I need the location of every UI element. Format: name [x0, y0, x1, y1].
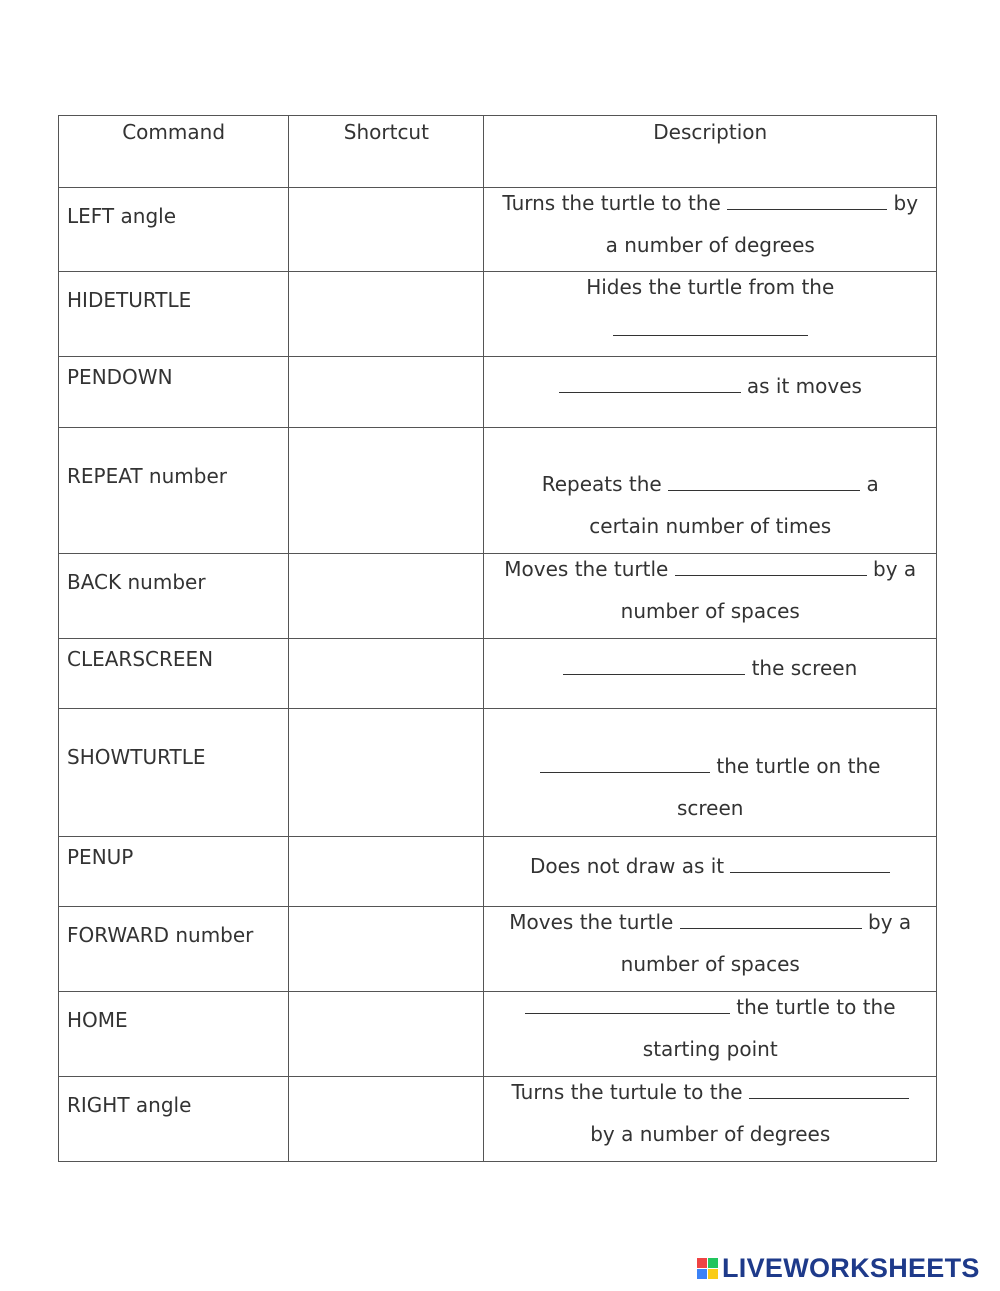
shortcut-cell[interactable]: [289, 907, 484, 992]
table-row: [59, 992, 937, 1077]
description-text: [494, 647, 926, 689]
answer-blank[interactable]: [668, 470, 860, 491]
logo-tiles-icon: [697, 1258, 719, 1280]
table-row: [59, 837, 937, 907]
answer-blank[interactable]: [680, 908, 862, 929]
shortcut-cell[interactable]: [289, 837, 484, 907]
command-text: FORWARD number: [67, 923, 254, 947]
answer-blank[interactable]: [563, 654, 745, 675]
description-text: [494, 986, 926, 1070]
description-segment: the turtle on the screen: [676, 754, 881, 820]
command-text: SHOWTURTLE: [67, 745, 206, 769]
commands-table: [58, 115, 937, 1162]
description-cell: [484, 639, 937, 709]
table-row: [59, 357, 937, 428]
description-segment: by a number of spaces: [620, 557, 917, 623]
answer-blank[interactable]: [727, 189, 887, 210]
description-cell: [484, 1077, 937, 1162]
command-text: BACK number: [67, 570, 206, 594]
description-cell: [484, 428, 937, 554]
description-segment: Turns the turtule to the: [511, 1080, 749, 1104]
description-text: [514, 745, 906, 829]
shortcut-cell[interactable]: [289, 639, 484, 709]
command-text: LEFT angle: [67, 204, 176, 228]
command-text: HOME: [67, 1008, 128, 1032]
command-cell: [59, 428, 289, 554]
command-text: HIDETURTLE: [67, 288, 192, 312]
description-cell: [484, 357, 937, 428]
description-segment: by a number of degrees: [605, 191, 919, 257]
command-text: RIGHT angle: [67, 1093, 192, 1117]
shortcut-cell[interactable]: [289, 992, 484, 1077]
command-text: PENDOWN: [67, 365, 173, 389]
header-shortcut: Shortcut: [289, 116, 484, 188]
command-cell: [59, 837, 289, 907]
description-text: [494, 845, 926, 887]
command-cell: [59, 272, 289, 357]
answer-blank[interactable]: [675, 555, 867, 576]
answer-blank[interactable]: [525, 993, 730, 1014]
command-cell: [59, 188, 289, 272]
description-segment: Repeats the: [541, 472, 669, 496]
command-cell: [59, 992, 289, 1077]
description-cell: [484, 837, 937, 907]
table-row: [59, 907, 937, 992]
description-cell: [484, 709, 937, 837]
command-text: REPEAT number: [67, 464, 227, 488]
header-description: Description: [484, 116, 937, 188]
description-segment: Turns the turtle to the: [502, 191, 728, 215]
description-cell: [484, 554, 937, 639]
table-row: [59, 272, 937, 357]
shortcut-cell[interactable]: [289, 554, 484, 639]
liveworksheets-logo: [697, 1255, 980, 1282]
command-cell: [59, 907, 289, 992]
header-row: [59, 116, 937, 188]
shortcut-cell[interactable]: [289, 1077, 484, 1162]
command-cell: [59, 709, 289, 837]
table-row: [59, 554, 937, 639]
description-text: [494, 548, 926, 632]
shortcut-cell[interactable]: [289, 272, 484, 357]
description-cell: [484, 272, 937, 357]
command-text: CLEARSCREEN: [67, 647, 214, 671]
table-row: [59, 188, 937, 272]
description-cell: [484, 907, 937, 992]
answer-blank[interactable]: [749, 1078, 909, 1099]
description-segment: Does not draw as it: [529, 854, 731, 878]
answer-blank[interactable]: [559, 372, 741, 393]
command-cell: [59, 639, 289, 709]
command-cell: [59, 357, 289, 428]
description-segment: by a number of spaces: [620, 910, 912, 976]
answer-blank[interactable]: [540, 752, 710, 773]
description-text: [489, 901, 931, 985]
description-cell: [484, 992, 937, 1077]
description-text: [514, 463, 906, 547]
description-segment: Hides the turtle from the: [586, 275, 835, 299]
header-command: Command: [59, 116, 289, 188]
table-row: [59, 709, 937, 837]
table-row: [59, 1077, 937, 1162]
command-cell: [59, 554, 289, 639]
table-row: [59, 428, 937, 554]
command-text: PENUP: [67, 845, 134, 869]
description-text: [494, 1071, 926, 1155]
shortcut-cell[interactable]: [289, 357, 484, 428]
description-segment: as it moves: [740, 374, 862, 398]
command-cell: [59, 1077, 289, 1162]
shortcut-cell[interactable]: [289, 188, 484, 272]
description-cell: [484, 188, 937, 272]
shortcut-cell[interactable]: [289, 428, 484, 554]
description-text: [494, 365, 926, 407]
description-segment: the screen: [745, 656, 858, 680]
shortcut-cell[interactable]: [289, 709, 484, 837]
answer-blank[interactable]: [613, 315, 808, 336]
description-segment: Moves the turtle: [504, 557, 675, 581]
description-segment: Moves the turtle: [509, 910, 680, 934]
description-text: [564, 266, 856, 350]
description-text: [494, 182, 926, 266]
answer-blank[interactable]: [730, 852, 890, 873]
table-row: [59, 639, 937, 709]
description-segment: a certain number of times: [589, 472, 879, 538]
logo-text: LIVEWORKSHEETS: [722, 1253, 980, 1283]
description-segment: by a number of degrees: [590, 1122, 831, 1146]
description-segment: the turtle to the starting point: [642, 995, 896, 1061]
